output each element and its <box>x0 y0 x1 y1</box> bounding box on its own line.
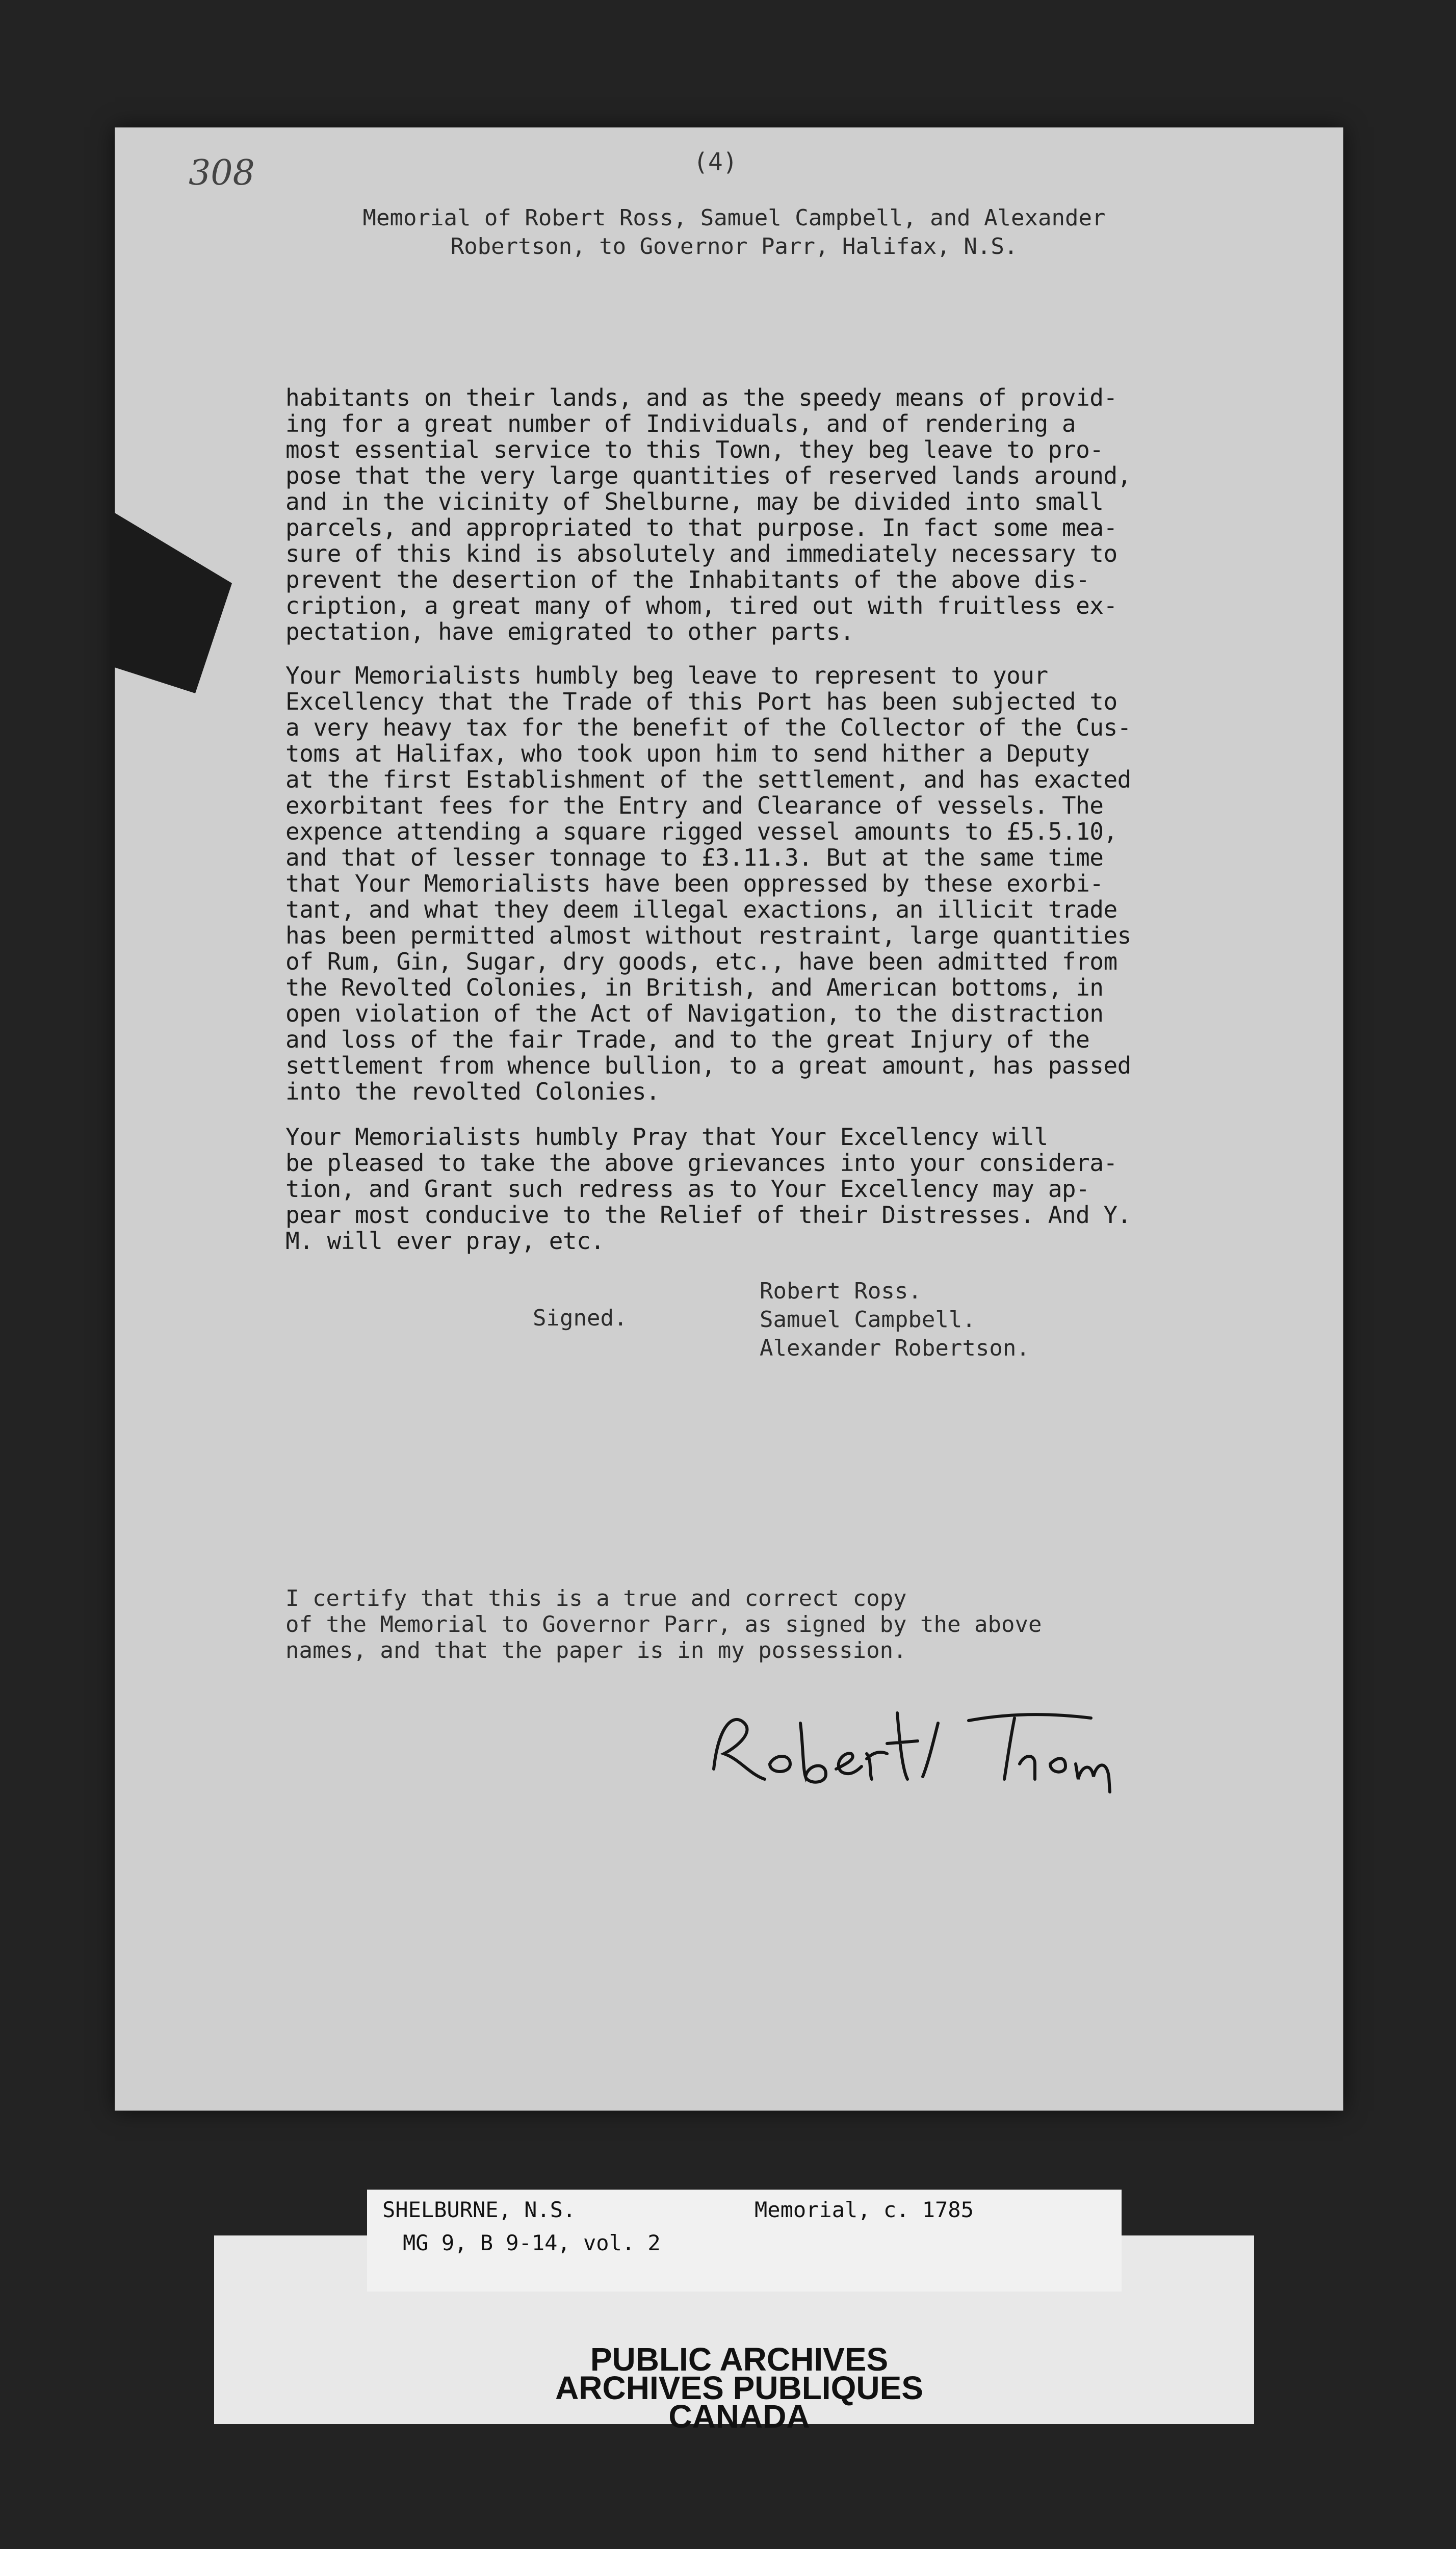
stamp-line: CANADA <box>668 2398 810 2435</box>
signatory-name: Robert Ross. <box>760 1278 922 1304</box>
signatory-name: Samuel Campbell. <box>760 1307 976 1333</box>
archives-stamp <box>510 2341 969 2435</box>
paragraph-3: Your Memorialists humbly Pray that Your Excellency will be pleased to take the above grievances into your considera- tion, and Grant such redress as to Your Excellency may ap- pear most conducive to the Relief of their Distresses. And Y. M. will ever pray, etc. <box>285 1123 1131 1255</box>
certification-text: I certify that this is a true and correct copy of the Memorial to Governor Parr, as signed by the above names, and that the paper is in my possession. <box>285 1585 1042 1663</box>
paragraph-2: Your Memorialists humbly beg leave to represent to your Excellency that the Trade of this Port has been subjected to a very heavy tax for the benefit of the Collector of the Cus- toms at Halifax, who took upon him to send hither a Deputy at the first Establishment of the settlement, and has exacted exorbitant fees for the Entry and Clearance of vessels. The expence attending a square rigged vessel amounts to £5.5.10, and that of lesser tonnage to £3.11.3. But at the same time that Your Memorialists have been oppressed by these exorbi- tant, and what they deem illegal exactions, an illicit trade has been permitted almost without restraint, large quantities of Rum, Gin, Sugar, dry goods, etc., have been admitted from the Revolted Colonies, in British, and American bottoms, in open violation of the Act of Navigation, to the distraction and loss of the fair Trade, and to the great Injury of the settlement from whence bullion, to a great amount, has passed into the revolted Colonies. <box>285 662 1131 1105</box>
paragraph-1: habitants on their lands, and as the speedy means of provid- ing for a great number of Individuals, and of rendering a most essential service to this Town, they beg leave to pro- pose that the very large quantities of reserved lands around, and in the vicinity of Shelburne, may be divided into small parcels, and appropriated to that purpose. In fact some mea- sure of this kind is absolutely and immediately necessary to prevent the desertion of the Inhabitants of the above dis- cription, a great many of whom, tired out with fruitless ex- pectation, have emigrated to other parts. <box>285 384 1131 645</box>
signatory-list <box>760 1277 1030 1363</box>
label-item: Memorial, c. 1785 <box>755 2197 974 2222</box>
label-place: SHELBURNE, N.S. <box>382 2197 576 2222</box>
page-number: (4) <box>693 148 738 176</box>
handwritten-signature <box>704 1693 1152 1797</box>
folio-number: 308 <box>189 153 255 193</box>
label-reference: MG 9, B 9-14, vol. 2 <box>403 2230 661 2255</box>
stamp-line: PUBLIC ARCHIVES <box>590 2341 889 2378</box>
signed-label: Signed. <box>533 1305 628 1331</box>
document-title: Memorial of Robert Ross, Samuel Campbell, and Alexander Robertson, to Governor Parr, Halifax, N.S. <box>362 205 1106 259</box>
signatory-name: Alexander Robertson. <box>760 1335 1030 1361</box>
stamp-line: ARCHIVES PUBLIQUES <box>555 2370 923 2406</box>
